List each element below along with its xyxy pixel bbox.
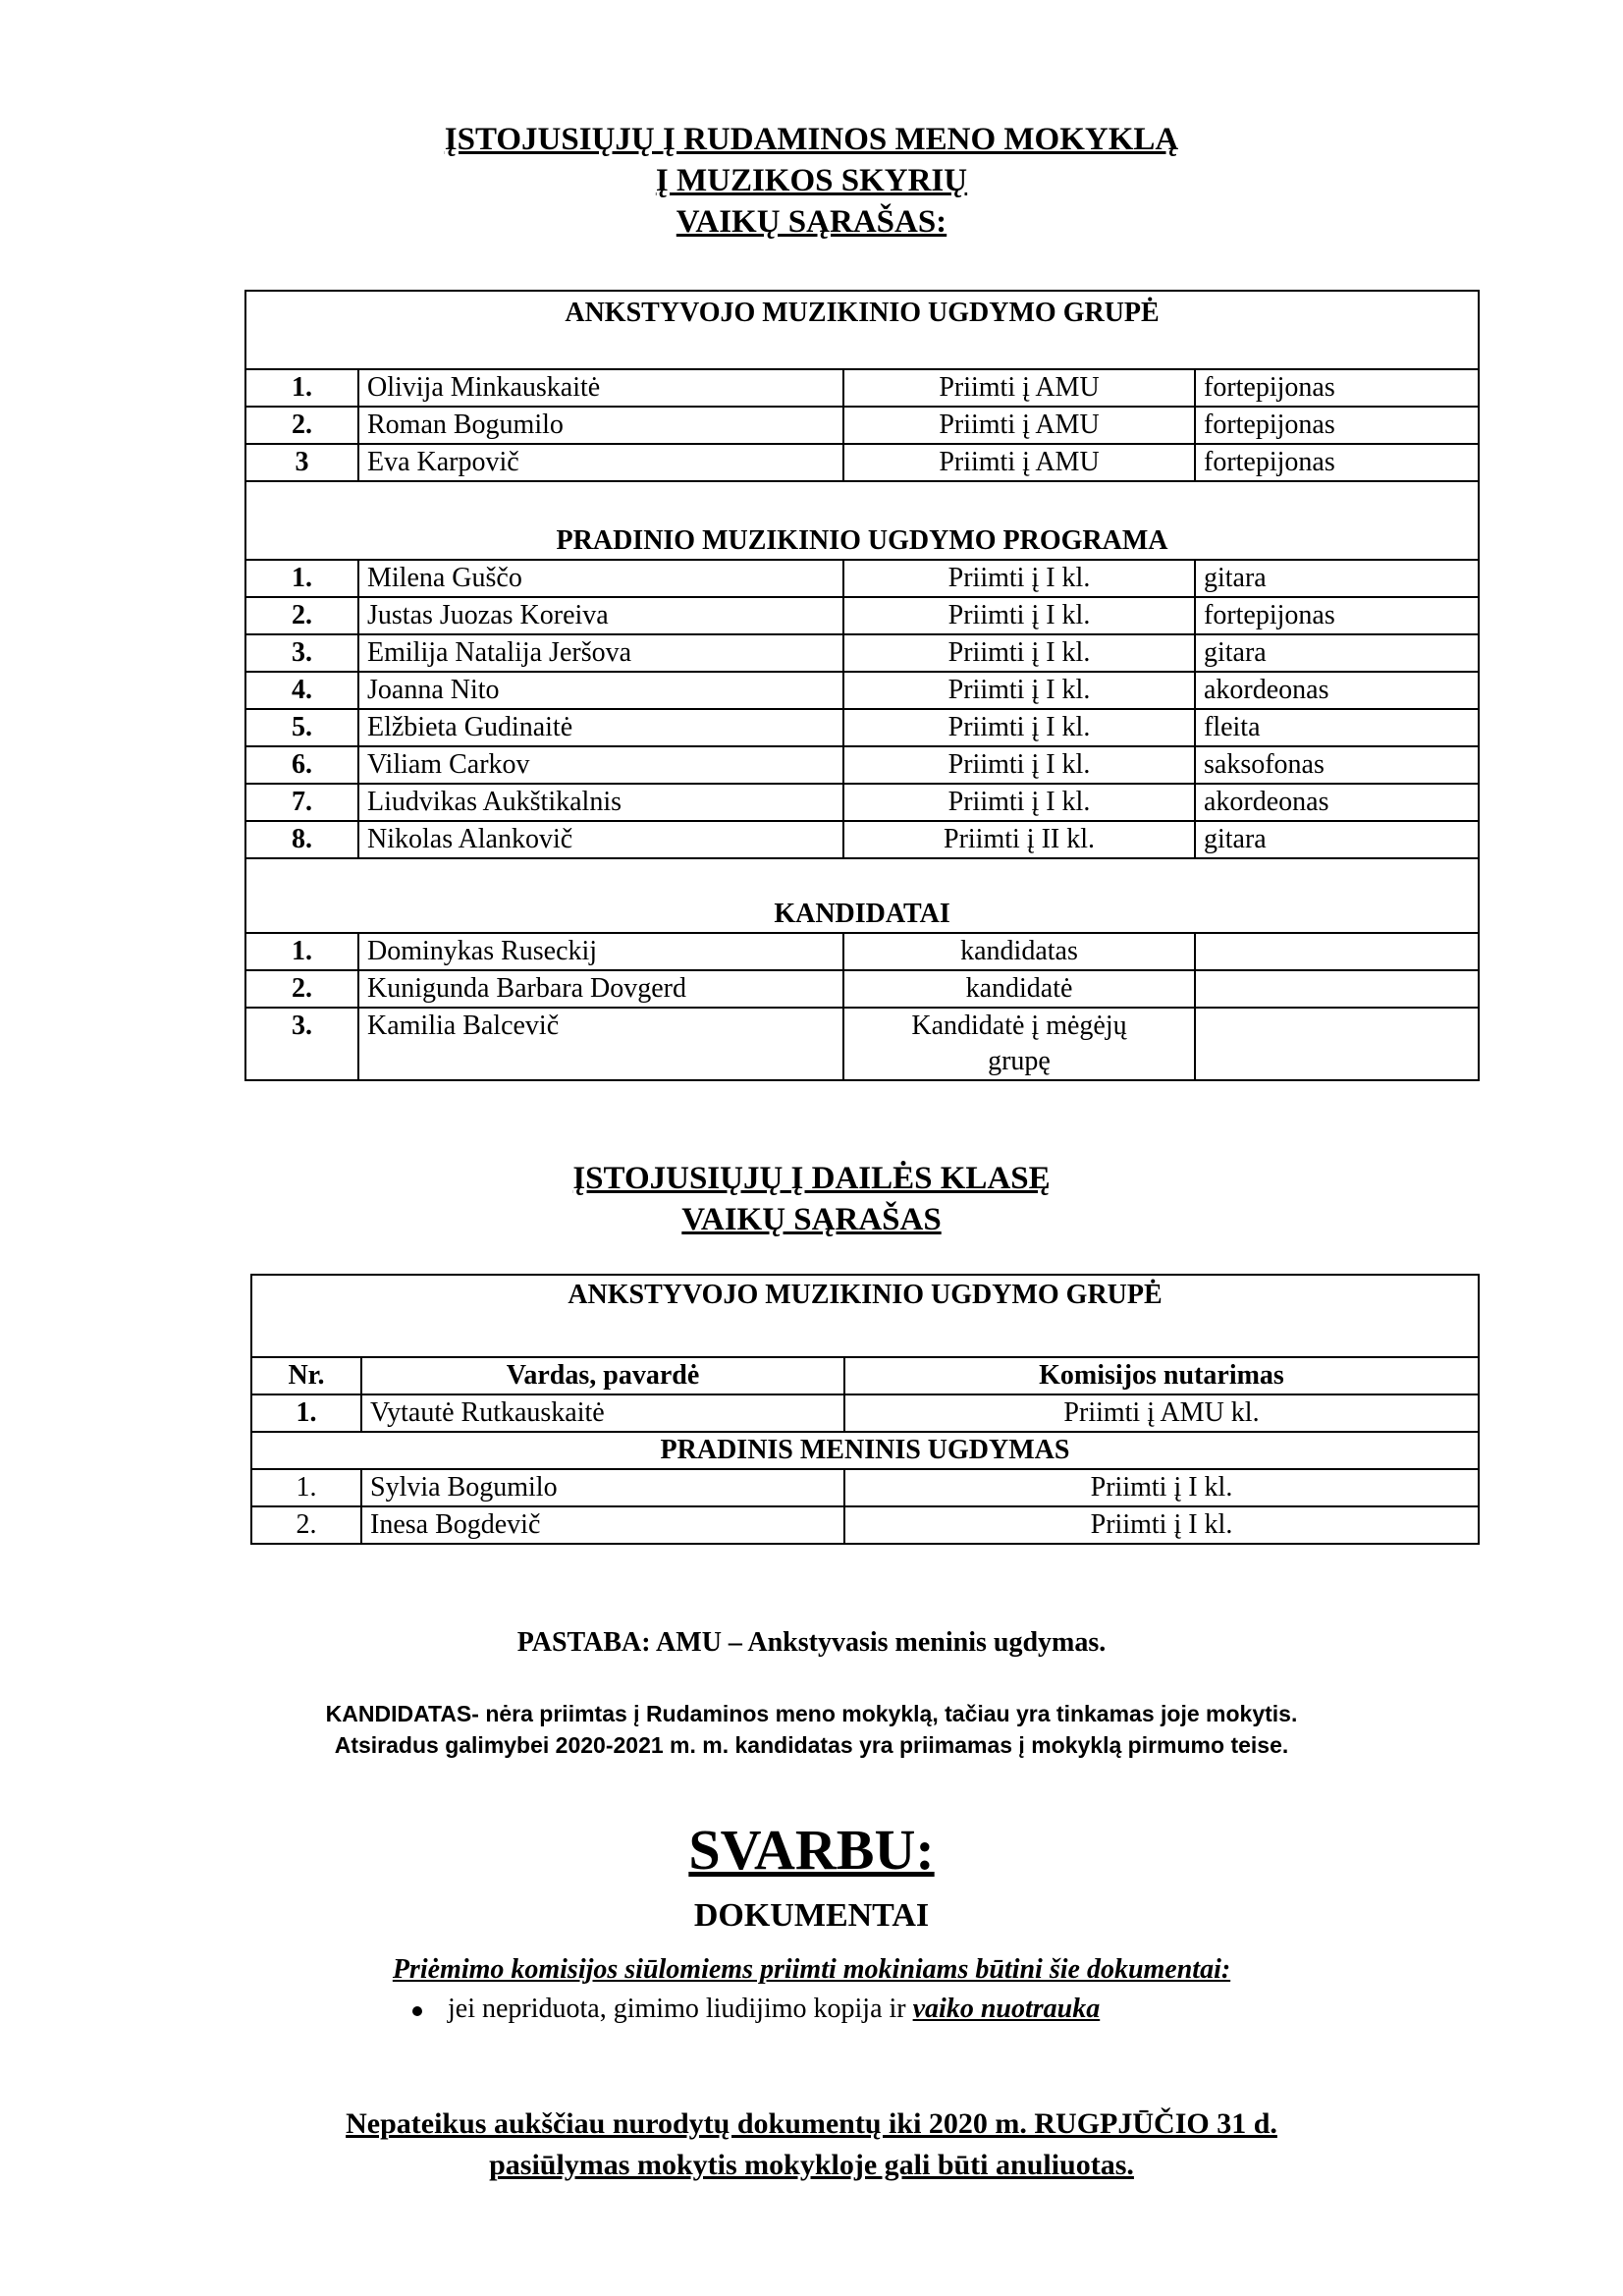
student-name: Nikolas Alankovič xyxy=(358,821,843,858)
art-table xyxy=(250,1274,1480,1545)
decision: Priimti į I kl. xyxy=(843,672,1195,709)
instrument: fortepijonas xyxy=(1195,597,1479,634)
program-title: PRADINIO MUZIKINIO UGDYMO PROGRAMA xyxy=(245,481,1479,560)
instrument: fleita xyxy=(1195,709,1479,746)
empty-cell xyxy=(1195,970,1479,1008)
empty-cell xyxy=(1195,933,1479,970)
instrument: fortepijonas xyxy=(1195,444,1479,481)
decision: Priimti į I kl. xyxy=(843,784,1195,821)
row-number: 2. xyxy=(245,597,358,634)
table-row xyxy=(245,970,1479,1008)
kandidatas-note-line-1: KANDIDATAS- nėra priimtas į Rudaminos meno mokyklą, tačiau yra tinkamas joje mokytis. xyxy=(325,1701,1298,1726)
row-number: 7. xyxy=(245,784,358,821)
row-number: 3. xyxy=(245,1008,358,1080)
decision: Priimti į II kl. xyxy=(843,821,1195,858)
student-name: Emilija Natalija Jeršova xyxy=(358,634,843,672)
student-name: Viliam Carkov xyxy=(358,746,843,784)
amu-group-title: ANKSTYVOJO MUZIKINIO UGDYMO GRUPĖ xyxy=(245,291,1479,369)
final-warning-line-1: Nepateikus aukščiau nurodytų dokumentų iki 2020 m. RUGPJŪČIO 31 d. xyxy=(346,2107,1277,2140)
table-row xyxy=(245,821,1479,858)
table-header-row xyxy=(251,1357,1479,1394)
student-name: Joanna Nito xyxy=(358,672,843,709)
bullet-item xyxy=(412,1994,1100,2025)
dokumentai-heading: DOKUMENTAI xyxy=(693,1897,930,1934)
decision-line-2: grupę xyxy=(988,1046,1051,1076)
student-name: Olivija Minkauskaitė xyxy=(358,369,843,407)
row-number: 5. xyxy=(245,709,358,746)
header-line-1: ĮSTOJUSIŲJŲ Į RUDAMINOS MENO MOKYKLĄ xyxy=(444,122,1179,157)
row-number: 6. xyxy=(245,746,358,784)
decision: kandidatė xyxy=(843,970,1195,1008)
instrument: saksofonas xyxy=(1195,746,1479,784)
decision xyxy=(843,1008,1195,1080)
pastaba-note: PASTABA: AMU – Ankstyvasis meninis ugdymas. xyxy=(516,1627,1107,1658)
student-name: Sylvia Bogumilo xyxy=(361,1469,844,1506)
candidate-name: Kamilia Balcevič xyxy=(358,1008,843,1080)
art-group-title: ANKSTYVOJO MUZIKINIO UGDYMO GRUPĖ xyxy=(251,1275,1479,1357)
row-number: 3. xyxy=(245,634,358,672)
decision: Priimti į I kl. xyxy=(843,746,1195,784)
col-header-decision: Komisijos nutarimas xyxy=(844,1357,1479,1394)
table-row xyxy=(251,1394,1479,1432)
instrument: fortepijonas xyxy=(1195,369,1479,407)
svarbu-heading: SVARBU: xyxy=(688,1818,935,1882)
table-row xyxy=(245,933,1479,970)
row-number: 1. xyxy=(251,1394,361,1432)
bullet-dot-icon xyxy=(412,2006,422,2016)
table-row xyxy=(245,560,1479,597)
row-number: 1. xyxy=(251,1469,361,1506)
instrument: fortepijonas xyxy=(1195,407,1479,444)
col-header-nr: Nr. xyxy=(251,1357,361,1394)
instrument: gitara xyxy=(1195,634,1479,672)
decision: Priimti į I kl. xyxy=(843,560,1195,597)
table-row xyxy=(245,444,1479,481)
table-row xyxy=(251,1506,1479,1544)
decision-line-1: Kandidatė į mėgėjų xyxy=(911,1011,1127,1041)
student-name: Eva Karpovič xyxy=(358,444,843,481)
decision: Priimti į I kl. xyxy=(843,634,1195,672)
candidate-name: Dominykas Ruseckij xyxy=(358,933,843,970)
table-row xyxy=(245,784,1479,821)
instrument: akordeonas xyxy=(1195,672,1479,709)
row-number: 8. xyxy=(245,821,358,858)
instrument: gitara xyxy=(1195,821,1479,858)
instrument: gitara xyxy=(1195,560,1479,597)
table-row xyxy=(245,369,1479,407)
header-line-3: VAIKŲ SĄRAŠAS: xyxy=(676,204,947,240)
student-name: Roman Bogumilo xyxy=(358,407,843,444)
student-name: Elžbieta Gudinaitė xyxy=(358,709,843,746)
table-row xyxy=(245,709,1479,746)
decision: Priimti į I kl. xyxy=(844,1469,1479,1506)
student-name: Milena Guščo xyxy=(358,560,843,597)
final-warning-line-2: pasiūlymas mokytis mokykloje gali būti anuliuotas. xyxy=(489,2149,1134,2181)
decision: Priimti į AMU xyxy=(843,444,1195,481)
decision: Priimti į AMU kl. xyxy=(844,1394,1479,1432)
table-row xyxy=(245,597,1479,634)
student-name: Justas Juozas Koreiva xyxy=(358,597,843,634)
student-name: Vytautė Rutkauskaitė xyxy=(361,1394,844,1432)
table-row xyxy=(245,672,1479,709)
candidate-name: Kunigunda Barbara Dovgerd xyxy=(358,970,843,1008)
header-line-2: Į MUZIKOS SKYRIŲ xyxy=(655,163,968,198)
table-row xyxy=(245,634,1479,672)
documents-intro: Priėmimo komisijos siūlomiems priimti mokiniams būtini šie dokumentai: xyxy=(392,1954,1231,1985)
row-number: 2. xyxy=(245,407,358,444)
decision: Priimti į I kl. xyxy=(844,1506,1479,1544)
row-number: 4. xyxy=(245,672,358,709)
student-name: Liudvikas Aukštikalnis xyxy=(358,784,843,821)
decision: Priimti į AMU xyxy=(843,369,1195,407)
table-row xyxy=(245,407,1479,444)
photo-requirement: vaiko nuotrauka xyxy=(912,1994,1101,2024)
bullet-text: jei nepriduota, gimimo liudijimo kopija ir xyxy=(448,1994,906,2024)
kandidatas-note-line-2: Atsiradus galimybei 2020-2021 m. m. kandidatas yra priimamas į mokyklą pirmumo teise. xyxy=(334,1732,1289,1758)
instrument: akordeonas xyxy=(1195,784,1479,821)
decision: Priimti į AMU xyxy=(843,407,1195,444)
table-row xyxy=(245,746,1479,784)
row-number: 1. xyxy=(245,933,358,970)
art-header-line-1: ĮSTOJUSIŲJŲ Į DAILĖS KLASĘ xyxy=(572,1161,1051,1196)
decision: kandidatas xyxy=(843,933,1195,970)
art-header-line-2: VAIKŲ SĄRAŠAS xyxy=(681,1202,942,1237)
decision: Priimti į I kl. xyxy=(843,597,1195,634)
row-number: 1. xyxy=(245,560,358,597)
music-table xyxy=(244,290,1480,1081)
row-number: 1. xyxy=(245,369,358,407)
row-number: 2. xyxy=(251,1506,361,1544)
decision: Priimti į I kl. xyxy=(843,709,1195,746)
art-section2-title: PRADINIS MENINIS UGDYMAS xyxy=(251,1432,1479,1469)
candidates-title: KANDIDATAI xyxy=(245,858,1479,933)
table-row xyxy=(251,1469,1479,1506)
student-name: Inesa Bogdevič xyxy=(361,1506,844,1544)
empty-cell xyxy=(1195,1008,1479,1080)
col-header-name: Vardas, pavardė xyxy=(361,1357,844,1394)
table-row xyxy=(245,1008,1479,1080)
row-number: 3 xyxy=(245,444,358,481)
row-number: 2. xyxy=(245,970,358,1008)
